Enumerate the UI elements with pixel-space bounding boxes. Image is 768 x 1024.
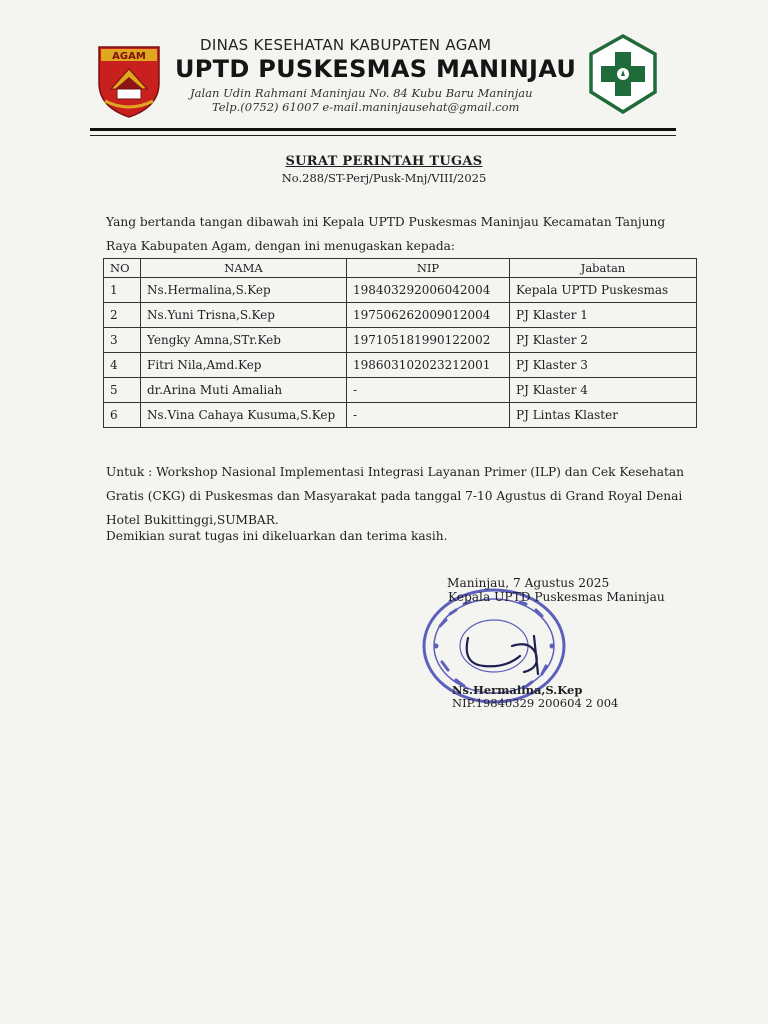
cell-no: 1: [104, 278, 141, 303]
cell-nip: -: [347, 403, 510, 428]
purpose-line: Hotel Bukittinggi,SUMBAR.: [106, 513, 279, 527]
table-row: [104, 328, 697, 353]
header-nip: NIP: [347, 259, 510, 278]
intro-line: Yang bertanda tangan dibawah ini Kepala UPTD Puskesmas Maninjau Kecamatan Tanjung: [106, 215, 666, 229]
cell-name: Ns.Yuni Trisna,S.Kep: [141, 303, 347, 328]
purpose-line: Untuk : Workshop Nasional Implementasi Integrasi Layanan Primer (ILP) dan Cek Kesehatan: [106, 465, 684, 479]
agency-name: DINAS KESEHATAN KABUPATEN AGAM: [200, 36, 492, 54]
logo-text: AGAM: [112, 51, 146, 62]
cell-position: PJ Klaster 3: [510, 353, 697, 378]
cell-position: PJ Klaster 1: [510, 303, 697, 328]
puskesmas-logo: [588, 34, 658, 114]
cell-nip: -: [347, 378, 510, 403]
cell-position: PJ Klaster 2: [510, 328, 697, 353]
cell-no: 2: [104, 303, 141, 328]
cell-position: PJ Lintas Klaster: [510, 403, 697, 428]
closing-sentence: Demikian surat tugas ini dikeluarkan dan terima kasih.: [106, 529, 448, 543]
intro-paragraph: [106, 210, 686, 258]
cell-no: 3: [104, 328, 141, 353]
cell-nip: 197506262009012004: [347, 303, 510, 328]
cell-nip: 197105181990122002: [347, 328, 510, 353]
letterhead-divider-thick: [90, 128, 676, 131]
document-title: SURAT PERINTAH TUGAS: [285, 154, 483, 169]
table-row: [104, 353, 697, 378]
cell-nip: 198403292006042004: [347, 278, 510, 303]
cell-name: Ns.Vina Cahaya Kusuma,S.Kep: [141, 403, 347, 428]
institution-address: Jalan Udin Rahmani Maninjau No. 84 Kubu Baru Maninjau: [190, 86, 533, 100]
institution-name: UPTD PUSKESMAS MANINJAU: [175, 55, 577, 83]
document-number: No.288/ST-Perj/Pusk-Mnj/VIII/2025: [281, 171, 487, 185]
agam-regency-logo: [95, 43, 163, 119]
table-row: [104, 303, 697, 328]
header-name: NAMA: [141, 259, 347, 278]
signatory-nip: NIP.19840329 200604 2 004: [452, 696, 619, 710]
cell-no: 5: [104, 378, 141, 403]
cell-no: 6: [104, 403, 141, 428]
signature-position: Kepala UPTD Puskesmas Maninjau: [448, 590, 665, 604]
cell-position: PJ Klaster 4: [510, 378, 697, 403]
signatory-name: Ns.Hermalina,S.Kep: [452, 683, 583, 697]
cell-name: Fitri Nila,Amd.Kep: [141, 353, 347, 378]
letterhead-divider-thin: [90, 135, 676, 136]
table-header-row: [104, 259, 697, 278]
cell-name: dr.Arina Muti Amaliah: [141, 378, 347, 403]
intro-line: Raya Kabupaten Agam, dengan ini menugaskan kepada:: [106, 239, 456, 253]
handwritten-signature: [454, 616, 564, 686]
table-row: [104, 278, 697, 303]
cell-nip: 198603102023212001: [347, 353, 510, 378]
institution-contact: Telp.(0752) 61007 e-mail.maninjausehat@gmail.com: [212, 100, 520, 114]
signature-place-date: Maninjau, 7 Agustus 2025: [447, 576, 610, 590]
cell-name: Yengky Amna,STr.Keb: [141, 328, 347, 353]
cell-no: 4: [104, 353, 141, 378]
staff-table: [103, 258, 697, 428]
table-row: [104, 403, 697, 428]
header-no: NO: [104, 259, 141, 278]
cell-name: Ns.Hermalina,S.Kep: [141, 278, 347, 303]
cell-position: Kepala UPTD Puskesmas: [510, 278, 697, 303]
header-position: Jabatan: [510, 259, 697, 278]
purpose-line: Gratis (CKG) di Puskesmas dan Masyarakat pada tanggal 7-10 Agustus di Grand Royal Denai: [106, 489, 683, 503]
table-row: [104, 378, 697, 403]
purpose-paragraph: [106, 460, 696, 532]
